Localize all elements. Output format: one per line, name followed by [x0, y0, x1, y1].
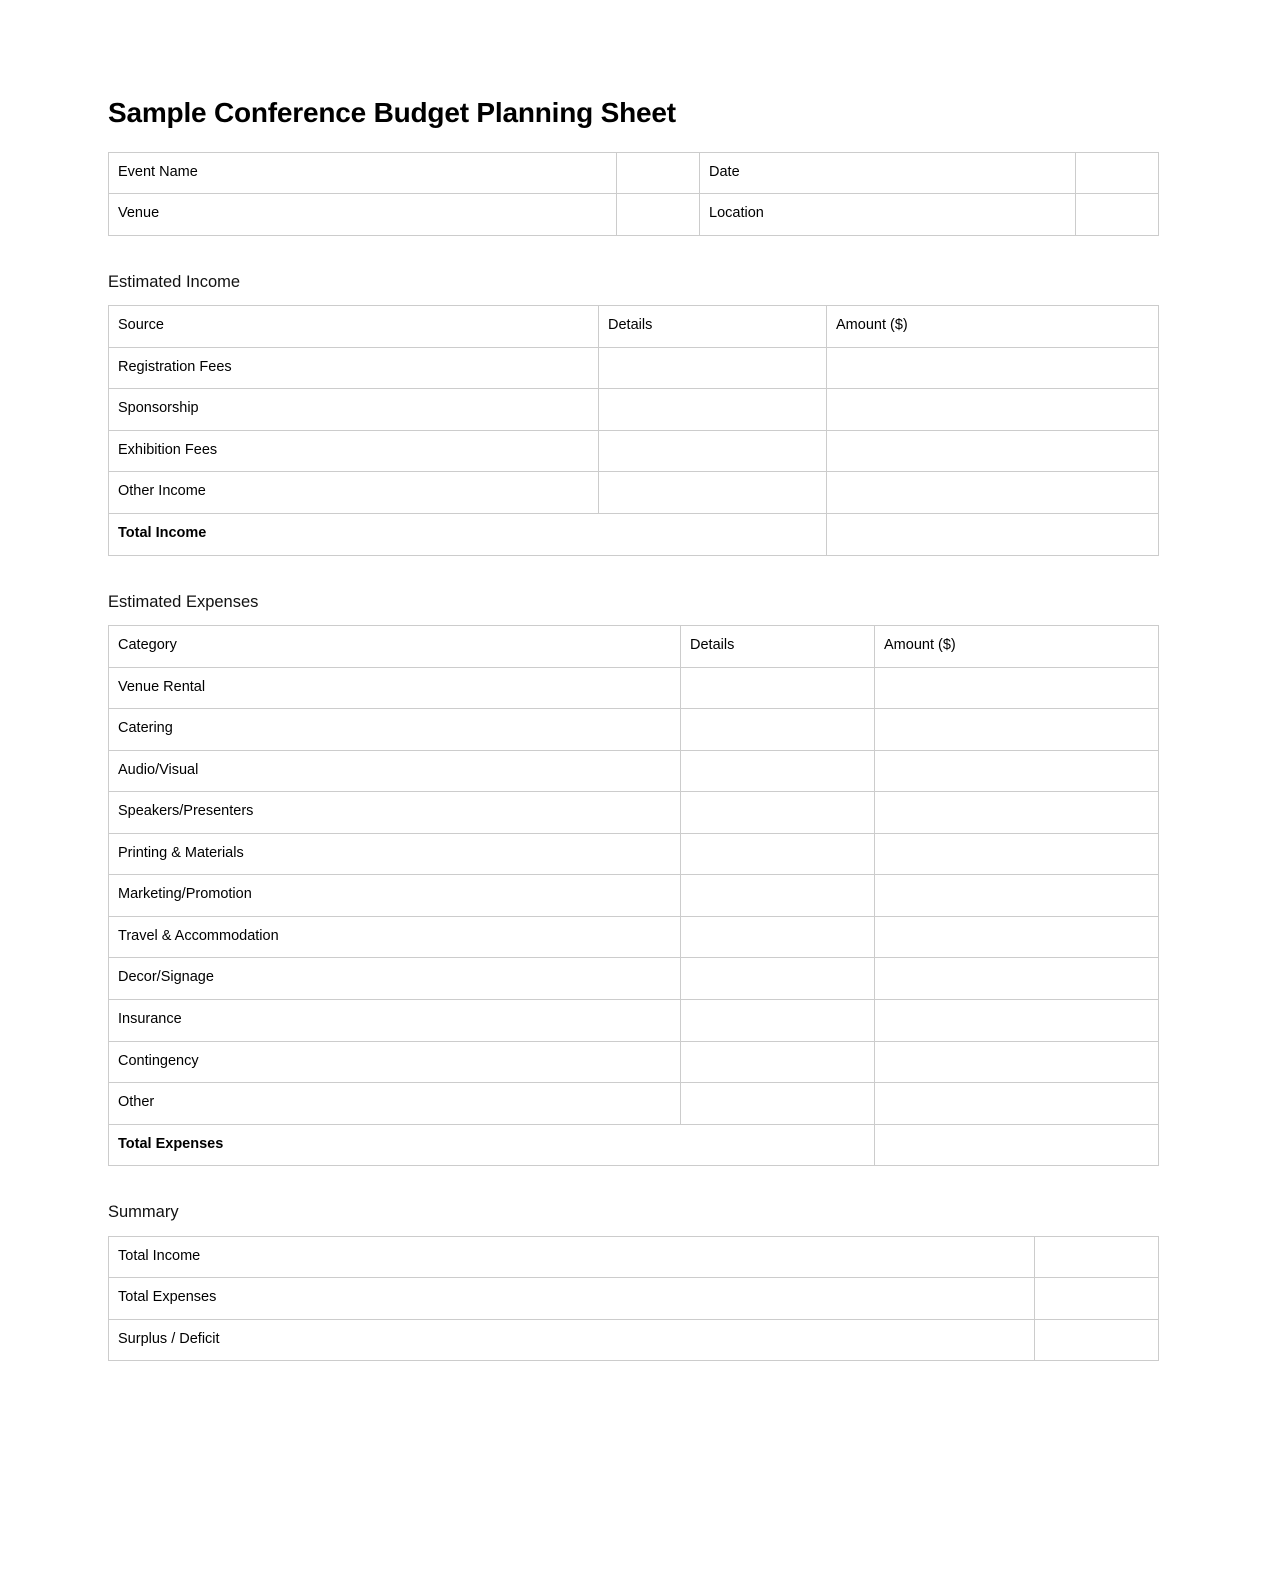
table-row [109, 1319, 1159, 1361]
event-info-table [108, 152, 1159, 236]
income-details-value[interactable] [599, 472, 827, 514]
table-row [109, 472, 1159, 514]
expense-amount-value[interactable] [875, 958, 1159, 1000]
page-title: Sample Conference Budget Planning Sheet [108, 97, 676, 128]
expense-details-value[interactable] [681, 667, 875, 709]
expense-category-label: Audio/Visual [109, 750, 681, 792]
table-row [109, 958, 1159, 1000]
total-income-value[interactable] [827, 513, 1159, 555]
table-row [109, 1278, 1159, 1320]
table-row [109, 1236, 1159, 1278]
expense-details-value[interactable] [681, 875, 875, 917]
event-name-value[interactable] [617, 152, 700, 194]
date-label: Date [700, 152, 1076, 194]
expense-details-value[interactable] [681, 750, 875, 792]
table-row [109, 667, 1159, 709]
income-details-value[interactable] [599, 430, 827, 472]
expense-amount-value[interactable] [875, 792, 1159, 834]
table-row [109, 709, 1159, 751]
table-row [109, 750, 1159, 792]
table-row [109, 1083, 1159, 1125]
income-source-label: Other Income [109, 472, 599, 514]
expense-amount-value[interactable] [875, 1041, 1159, 1083]
expense-details-value[interactable] [681, 958, 875, 1000]
expense-amount-value[interactable] [875, 833, 1159, 875]
table-header-row [109, 306, 1159, 348]
income-source-label: Registration Fees [109, 347, 599, 389]
table-row [109, 152, 1159, 194]
column-header-source: Source [109, 306, 599, 348]
location-value[interactable] [1076, 194, 1159, 236]
expense-details-value[interactable] [681, 1000, 875, 1042]
table-row [109, 389, 1159, 431]
summary-total-expenses-label: Total Expenses [109, 1278, 1035, 1320]
expense-category-label: Marketing/Promotion [109, 875, 681, 917]
expense-amount-value[interactable] [875, 916, 1159, 958]
table-row [109, 875, 1159, 917]
total-expenses-label: Total Expenses [109, 1124, 875, 1166]
date-value[interactable] [1076, 152, 1159, 194]
column-header-amount: Amount ($) [827, 306, 1159, 348]
income-source-label: Sponsorship [109, 389, 599, 431]
section-title-estimated-expenses: Estimated Expenses [108, 592, 259, 611]
table-row [109, 1041, 1159, 1083]
section-title-estimated-income: Estimated Income [108, 272, 241, 291]
income-details-value[interactable] [599, 389, 827, 431]
expense-details-value[interactable] [681, 1041, 875, 1083]
income-amount-value[interactable] [827, 472, 1159, 514]
column-header-amount: Amount ($) [875, 625, 1159, 667]
table-row [109, 792, 1159, 834]
income-source-label: Exhibition Fees [109, 430, 599, 472]
expense-details-value[interactable] [681, 916, 875, 958]
expense-details-value[interactable] [681, 1083, 875, 1125]
summary-surplus-deficit-value[interactable] [1035, 1319, 1159, 1361]
table-row [109, 833, 1159, 875]
expense-category-label: Venue Rental [109, 667, 681, 709]
column-header-details: Details [681, 625, 875, 667]
table-total-row [109, 513, 1159, 555]
summary-total-income-value[interactable] [1035, 1236, 1159, 1278]
section-title-summary: Summary [108, 1203, 179, 1222]
expense-amount-value[interactable] [875, 1083, 1159, 1125]
table-row [109, 916, 1159, 958]
table-row [109, 1000, 1159, 1042]
income-details-value[interactable] [599, 347, 827, 389]
summary-total-expenses-value[interactable] [1035, 1278, 1159, 1320]
expense-category-label: Insurance [109, 1000, 681, 1042]
expense-category-label: Printing & Materials [109, 833, 681, 875]
expense-amount-value[interactable] [875, 875, 1159, 917]
total-income-label: Total Income [109, 513, 827, 555]
total-expenses-value[interactable] [875, 1124, 1159, 1166]
expense-category-label: Catering [109, 709, 681, 751]
summary-surplus-deficit-label: Surplus / Deficit [109, 1319, 1035, 1361]
expense-details-value[interactable] [681, 709, 875, 751]
expense-category-label: Travel & Accommodation [109, 916, 681, 958]
estimated-income-table [108, 305, 1159, 555]
summary-table [108, 1236, 1159, 1362]
page-bottom-spacer [108, 1361, 1158, 1571]
column-header-category: Category [109, 625, 681, 667]
expense-category-label: Other [109, 1083, 681, 1125]
table-row [109, 194, 1159, 236]
income-amount-value[interactable] [827, 430, 1159, 472]
estimated-expenses-table [108, 625, 1159, 1166]
expense-details-value[interactable] [681, 792, 875, 834]
expense-amount-value[interactable] [875, 750, 1159, 792]
summary-total-income-label: Total Income [109, 1236, 1035, 1278]
venue-label: Venue [109, 194, 617, 236]
table-row [109, 430, 1159, 472]
column-header-details: Details [599, 306, 827, 348]
table-row [109, 347, 1159, 389]
expense-amount-value[interactable] [875, 709, 1159, 751]
income-amount-value[interactable] [827, 389, 1159, 431]
location-label: Location [700, 194, 1076, 236]
expense-details-value[interactable] [681, 833, 875, 875]
event-name-label: Event Name [109, 152, 617, 194]
expense-category-label: Contingency [109, 1041, 681, 1083]
venue-value[interactable] [617, 194, 700, 236]
table-total-row [109, 1124, 1159, 1166]
expense-amount-value[interactable] [875, 1000, 1159, 1042]
expense-amount-value[interactable] [875, 667, 1159, 709]
income-amount-value[interactable] [827, 347, 1159, 389]
expense-category-label: Speakers/Presenters [109, 792, 681, 834]
table-header-row [109, 625, 1159, 667]
expense-category-label: Decor/Signage [109, 958, 681, 1000]
